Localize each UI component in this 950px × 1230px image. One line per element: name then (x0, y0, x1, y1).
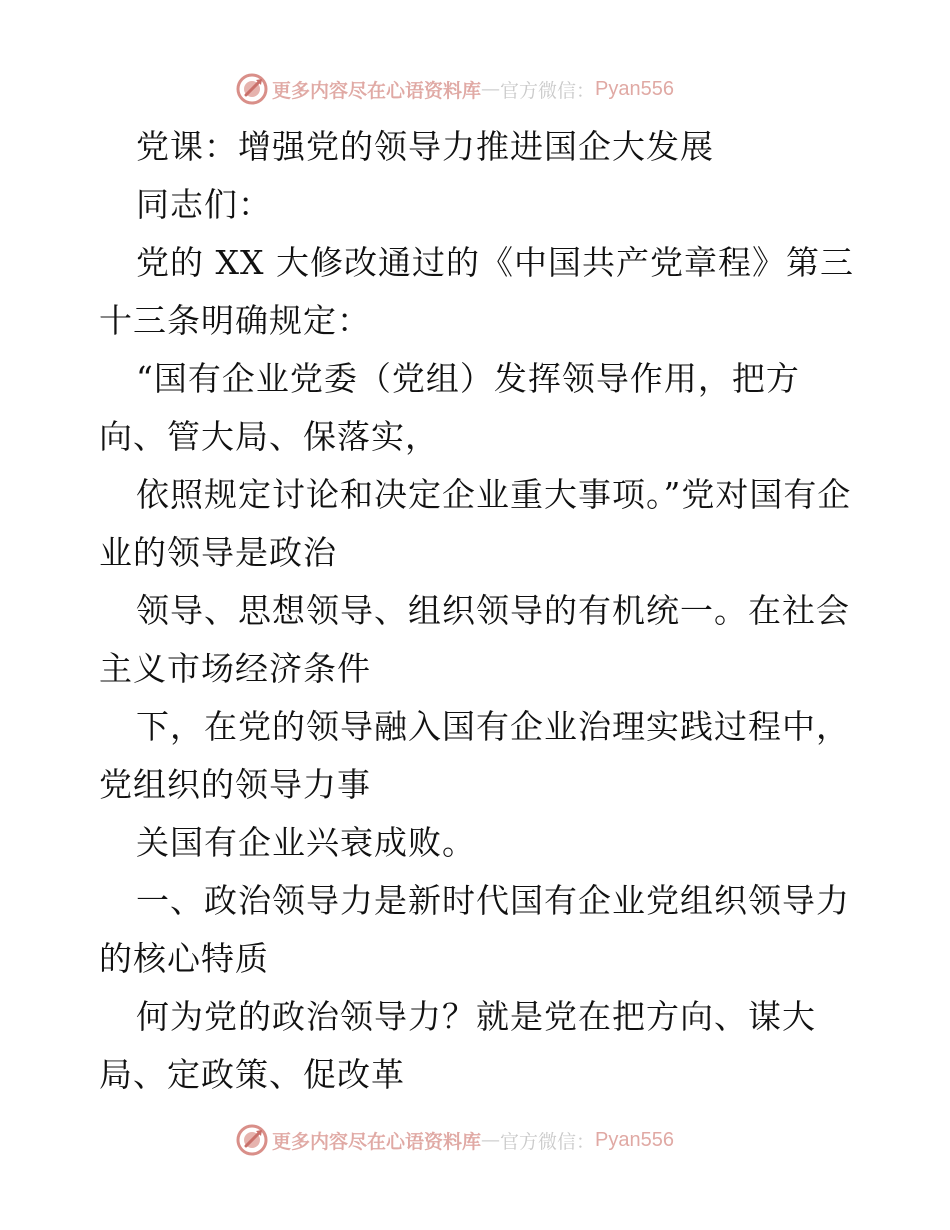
watermark-account: Pyan556 (595, 1128, 674, 1151)
watermark-channel: 官方微信： (500, 79, 596, 102)
watermark-separator: — (481, 78, 501, 100)
watermark-brand: 更多内容尽在心语资料库 (272, 79, 482, 102)
watermark-brand: 更多内容尽在心语资料库 (272, 1130, 482, 1153)
paragraph: 领导、思想领导、组织领导的有机统一。在社会主义市场经济条件 (99, 591, 850, 688)
salutation: 同志们： (136, 185, 272, 224)
paragraph: 党的 XX 大修改通过的《中国共产党章程》第三十三条明确规定： (99, 243, 854, 340)
section-heading: 一、政治领导力是新时代国有企业党组织领导力的核心特质 (99, 881, 850, 978)
paragraph: “国有企业党委（党组）发挥领导作用，把方向、管大局、保落实， (99, 359, 800, 456)
header-watermark (236, 72, 674, 106)
doc-title: 党课：增强党的领导力推进国企大发展 (136, 127, 714, 166)
paragraph: 依照规定讨论和决定企业重大事项。”党对国有企业的领导是政治 (99, 475, 852, 572)
watermark-channel: 官方微信： (500, 1130, 596, 1153)
paragraph: 下，在党的领导融入国有企业治理实践过程中，党组织的领导力事 (99, 707, 850, 804)
watermark-separator: — (481, 1129, 501, 1151)
paragraph: 何为党的政治领导力？就是党在把方向、谋大局、定政策、促改革 (99, 997, 816, 1094)
paragraph: 关国有企业兴衰成败。 (136, 823, 476, 862)
seal-logo-icon (236, 73, 268, 105)
seal-logo-icon (236, 1124, 268, 1156)
document-body (99, 118, 859, 1104)
watermark-account: Pyan556 (595, 77, 674, 100)
footer-watermark (236, 1123, 674, 1157)
